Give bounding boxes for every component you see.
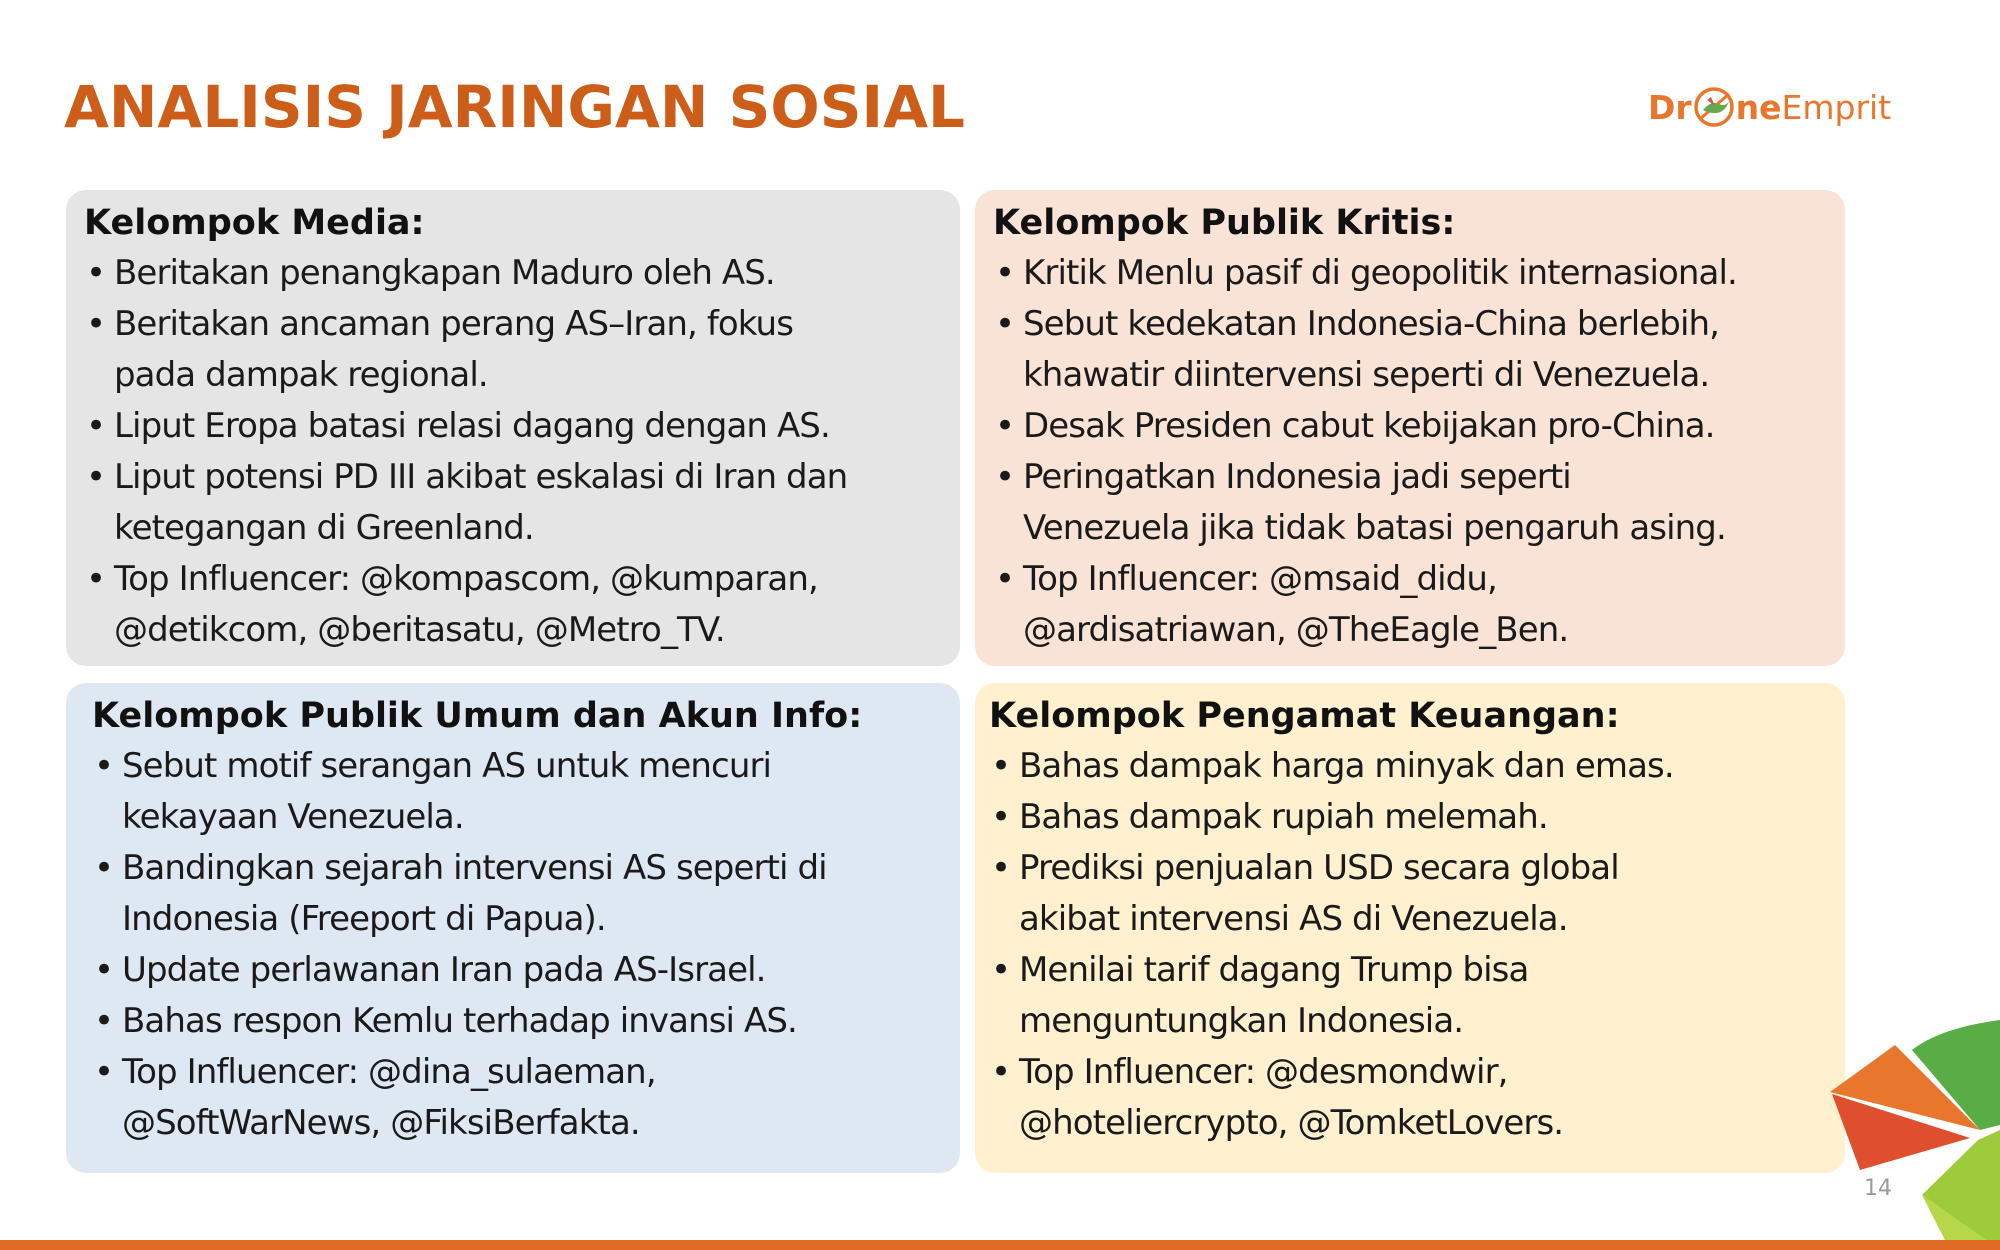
list-item: • Beritakan ancaman perang AS–Iran, fokus pada dampak regional. xyxy=(84,299,960,401)
list-item: • Liput Eropa batasi relasi dagang dengan AS. xyxy=(84,401,960,452)
list-item: • Bahas dampak rupiah melemah. xyxy=(989,792,1845,843)
bullet-list xyxy=(92,741,960,1149)
logo-text-dr: Dr xyxy=(1648,87,1692,127)
bullet-list xyxy=(84,248,960,656)
list-item: • Sebut motif serangan AS untuk mencuri kekayaan Venezuela. xyxy=(92,741,960,843)
list-item: • Liput potensi PD III akibat eskalasi di Iran dan ketegangan di Greenland. xyxy=(84,452,960,554)
list-item: • Update perlawanan Iran pada AS-Israel. xyxy=(92,945,960,996)
bullet-list xyxy=(989,741,1845,1149)
bottom-accent-bar xyxy=(0,1240,2000,1250)
list-item: • Kritik Menlu pasif di geopolitik internasional. xyxy=(993,248,1845,299)
card-kelompok-publik-kritis xyxy=(975,190,1845,666)
logo-text-ne: ne xyxy=(1735,87,1782,127)
list-item: • Top Influencer: @dina_sulaeman, @SoftWarNews, @FiksiBerfakta. xyxy=(92,1047,960,1149)
list-item: • Top Influencer: @desmondwir, @hoteliercrypto, @TomketLovers. xyxy=(989,1047,1845,1149)
card-kelompok-publik-umum xyxy=(66,683,960,1173)
card-kelompok-media xyxy=(66,190,960,666)
page-number: 14 xyxy=(1864,1176,1892,1201)
page-title: ANALISIS JARINGAN SOSIAL xyxy=(64,73,965,141)
drone-logo-icon xyxy=(1693,86,1735,128)
card-heading: Kelompok Media: xyxy=(84,203,425,243)
drone-emprit-logo xyxy=(1648,72,1918,142)
list-item: • Desak Presiden cabut kebijakan pro-China. xyxy=(993,401,1845,452)
logo-text-emprit: Emprit xyxy=(1781,87,1892,127)
corner-decoration xyxy=(1830,1020,2000,1250)
list-item: • Beritakan penangkapan Maduro oleh AS. xyxy=(84,248,960,299)
list-item: • Bahas dampak harga minyak dan emas. xyxy=(989,741,1845,792)
list-item: • Menilai tarif dagang Trump bisa menguntungkan Indonesia. xyxy=(989,945,1845,1047)
card-heading: Kelompok Pengamat Keuangan: xyxy=(989,696,1620,736)
list-item: • Prediksi penjualan USD secara global akibat intervensi AS di Venezuela. xyxy=(989,843,1845,945)
list-item: • Bahas respon Kemlu terhadap invansi AS. xyxy=(92,996,960,1047)
list-item: • Sebut kedekatan Indonesia-China berlebih, khawatir diintervensi seperti di Venezuela. xyxy=(993,299,1845,401)
list-item: • Top Influencer: @msaid_didu, @ardisatriawan, @TheEagle_Ben. xyxy=(993,554,1845,656)
card-heading: Kelompok Publik Kritis: xyxy=(993,203,1456,243)
list-item: • Top Influencer: @kompascom, @kumparan, @detikcom, @beritasatu, @Metro_TV. xyxy=(84,554,960,656)
card-kelompok-pengamat-keuangan xyxy=(975,683,1845,1173)
card-heading: Kelompok Publik Umum dan Akun Info: xyxy=(92,696,863,736)
bullet-list xyxy=(993,248,1845,656)
list-item: • Bandingkan sejarah intervensi AS seperti di Indonesia (Freeport di Papua). xyxy=(92,843,960,945)
list-item: • Peringatkan Indonesia jadi seperti Venezuela jika tidak batasi pengaruh asing. xyxy=(993,452,1845,554)
